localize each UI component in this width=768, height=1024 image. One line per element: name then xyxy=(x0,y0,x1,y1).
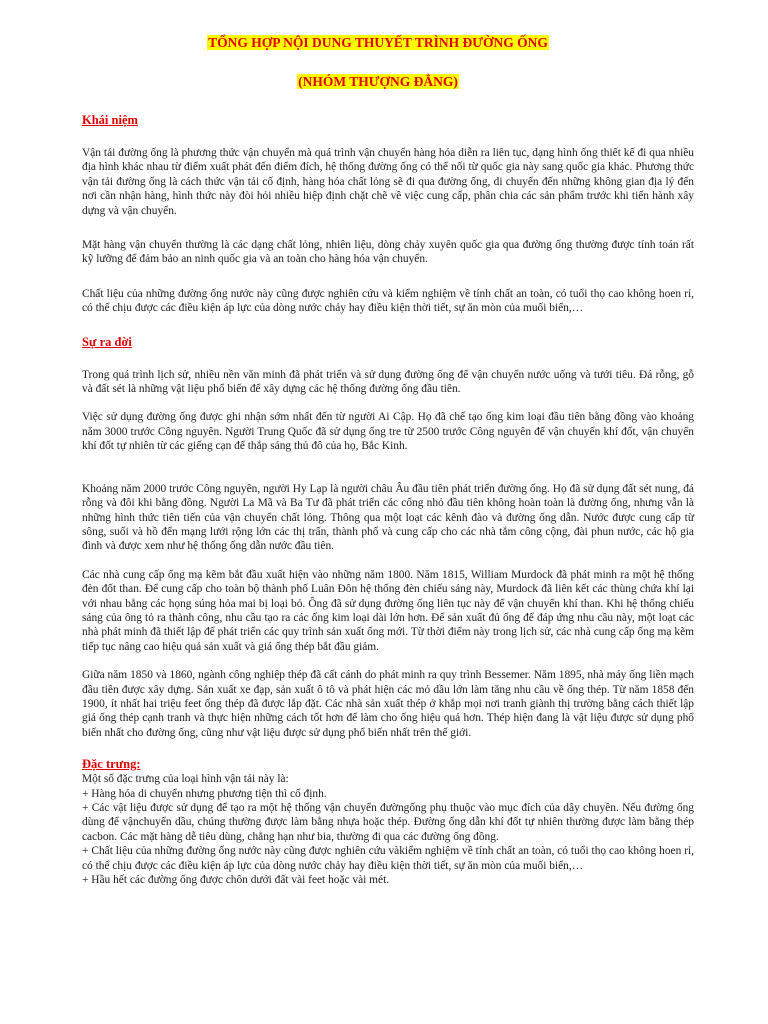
list-item: + Hầu hết các đường ống được chôn dưới đất vài feet hoặc vài mét. xyxy=(82,874,390,887)
document-subtitle xyxy=(62,73,694,90)
list-item: + Các vật liệu được sử dụng để tạo ra một hệ thống vận chuyển đườngống phụ thuộc vào mục đích của dây chuyền. Nếu đường ống dùng để vậnchuyển dầu, chúng thường được làm bằng nhựa hoặc thép. Đường ống dẫn khí đốt tự nhiên thường được làm bằng thép cacbon. Các mặt hàng dễ tiêu dùng, chẳng hạn như bia, thường đi qua các đường ống đồng. xyxy=(82,802,694,843)
list-item: + Hàng hóa di chuyển nhưng phương tiện thì cố định. xyxy=(82,787,327,800)
section-heading-dac-trung: Đặc trưng: xyxy=(82,757,141,772)
paragraph: Giữa năm 1850 và 1860, ngành công nghiệp thép đã cất cánh do phát minh ra quy trình Bessemer. Năm 1895, nhà máy ống liền mạch đầu tiên được xây dựng. Sản xuất xe đạp, sản xuất ô tô và phát hiện các mỏ dầu lớn làm tăng nhu cầu về ống thép. Từ năm 1858 đến 1900, ít nhất hai triệu feet ống thép đã được lắp đặt. Các nhà sản xuất thép ở khắp mọi nơi tranh giành thị trường bằng cách thiết lập giá ống thép cạnh tranh và thực hiện những cách tốt hơn để làm cho ống hiệu quả hơn. Thép hiện đang là vật liệu được sử dụng phổ biến nhất cho đường ống, cũng như vật liệu được sử dụng phổ biến nhất trên thế giới. xyxy=(82,669,694,739)
paragraph: Các nhà cung cấp ống mạ kẽm bắt đầu xuất hiện vào những năm 1800. Năm 1815, William Murdock đã phát minh ra một hệ thống đèn đốt than. Để cung cấp cho toàn bộ thành phố Luân Đôn hệ thống đèn chiếu sáng này, Murdock đã liên kết các thùng chứa khí lại với nhau bằng các họng súng hỏa mai bị loại bỏ. Ông đã sử dụng đường ống liên tục này để vận chuyển khí than. Khi hệ thống chiếu sáng của ông tỏ ra thành công, nhu cầu tạo ra các ống kim loại dài lớn hơn. Để sản xuất đủ ống để đáp ứng nhu cầu này, một loạt các nhà phát minh đã thiết lập để phát triển các quy trình sản xuất ống mới. Từ thời điểm này trong lịch sử, các nhà cung cấp ống mạ kẽm tiếp tục nâng cao hiệu quả sản xuất và giá ống thép bắt đầu giảm. xyxy=(82,568,694,653)
paragraph: Trong quá trình lịch sử, nhiều nền văn minh đã phát triển và sử dụng đường ống để vận chuyển nước uống và tưới tiêu. Đá rỗng, gỗ và đất sét là những vật liệu phổ biến để xây dựng các hệ thống đường ống đầu tiên. xyxy=(82,368,694,396)
section-heading-su-ra-doi: Sự ra đời xyxy=(82,334,132,349)
paragraph: Khoảng năm 2000 trước Công nguyên, người Hy Lạp là người châu Âu đầu tiên phát triển đường ống. Họ đã sử dụng đất sét nung, đá rỗng và đôi khi bằng đồng. Người La Mã và Ba Tư đã phát triển các cống nhỏ đầu tiên không hoàn toàn là đường ống, nhưng vẫn là những hình thức tiên tiến của vận chuyển chất lỏng. Thông qua một loạt các kênh đào và đường ống dẫn. Nước được cung cấp từ sông, suối và hồ đến mạng lưới rộng lớn các thị trấn, thành phố và cung cấp cho các nhà tắm công cộng, đài phun nước, các hộ gia đình và được xem như hệ thống ống dẫn nước đầu tiên. xyxy=(82,482,694,553)
list-item: Một số đặc trưng của loại hình vận tải này là: xyxy=(82,773,289,786)
paragraph: Chất liệu của những đường ống nước này cũng được nghiên cứu và kiểm nghiệm về tính chất an toàn, có tuổi thọ cao không hoen rỉ, có thể chịu được các điều kiện áp lực của dòng nước chảy hay điều kiện thời tiết, sự ăn mòn của muối biển,… xyxy=(82,287,694,315)
section-heading-khai-niem: Khái niệm xyxy=(82,113,138,127)
paragraph: Mặt hàng vận chuyển thường là các dạng chất lỏng, nhiên liệu, dòng chảy xuyên quốc gia qua đường ống thường được tính toán rất kỹ lưỡng để đảm bảo an ninh quốc gia và an toàn cho hàng hóa vận chuyển. xyxy=(82,239,694,266)
document-title xyxy=(62,34,694,51)
document-subtitle-text: (NHÓM THƯỢNG ĐẲNG) xyxy=(298,74,458,89)
paragraph: Vận tải đường ống là phương thức vận chuyển mà quá trình vận chuyển hàng hóa diễn ra liên tục, dạng hình ống thiết kế đi qua nhiều địa hình khác nhau từ điểm xuất phát đến điểm đích, hệ thống đường ống có thể nối từ quốc gia này sang quốc gia khác. Phương thức vận tải đường ống là cách thức vận tải cố định, hàng hóa chất lỏng sẽ đi qua đường ống, di chuyển đến những không gian địa lý đến nơi cần nhận hàng, hình thức này đòi hỏi nhiều hiệp định chặt chẽ về việc cung cấp, phân chia các sản phẩm trước khi tiến hành xây dựng và vận chuyển. xyxy=(82,147,694,217)
list-item: + Chất liệu của những đường ống nước này cũng được nghiên cứu vàkiểm nghiệm về tính chất an toàn, có tuổi thọ cao không hoen rỉ, có thể chịu được các điều kiện áp lực của dòng nước chảy hay điều kiện thời tiết, sự ăn mòn của muối biển,… xyxy=(82,845,694,872)
document-title-text: TỔNG HỢP NỘI DUNG THUYẾT TRÌNH ĐƯỜNG ỐNG xyxy=(208,35,548,50)
paragraph: Việc sử dụng đường ống được ghi nhận sớm nhất đến từ người Ai Cập. Họ đã chế tạo ống kim loại đầu tiên bằng đồng vào khoảng năm 3000 trước Công nguyên. Người Trung Quốc đã sử dụng ống tre từ 2500 trước Công nguyên để vận chuyển khí đốt, vận chuyển khí đốt tự nhiên từ các giếng cạn để thắp sáng thủ đô của họ, Bắc Kinh. xyxy=(82,411,694,453)
